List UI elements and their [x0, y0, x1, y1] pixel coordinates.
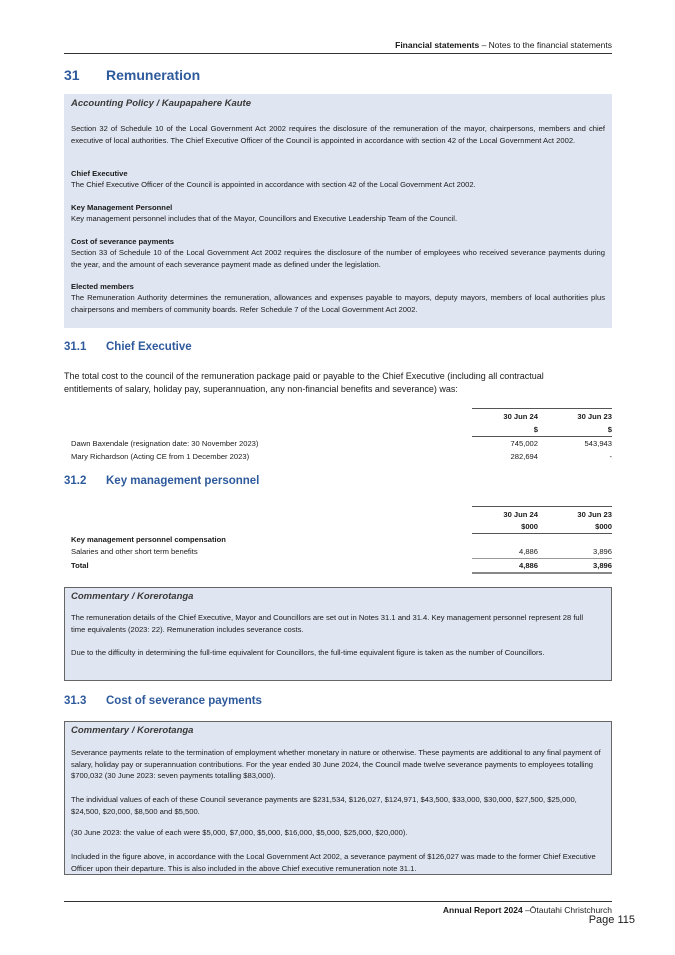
subsection-title: Chief Executive	[106, 341, 192, 353]
commentary-paragraph: Included in the figure above, in accordance with the Local Government Act 2002, a severance payment of $126,027 was made to the former Chief Executive Officer upon their departure. This is also included in the above Chief executive remuneration note 31.1.	[71, 852, 596, 873]
table-cell: 745,002	[510, 439, 538, 448]
commentary-paragraph: Due to the difficulty in determining the full-time equivalent for Councillors, the full-time equivalent figure is taken as the number of Councillors.	[71, 648, 545, 657]
policy-heading-ce: Chief Executive	[71, 169, 128, 178]
commentary-box	[64, 587, 612, 681]
page-number: Page 115	[588, 914, 635, 926]
table-row-label: Dawn Baxendale (resignation date: 30 November 2023)	[71, 439, 259, 448]
table-rule	[472, 533, 612, 534]
commentary-title: Commentary / Korerotanga	[71, 591, 194, 602]
subsection-title: Cost of severance payments	[106, 695, 262, 707]
table-cell: 3,896	[592, 547, 612, 556]
section-number: 31	[64, 67, 80, 83]
table-total-cell: 4,886	[518, 561, 538, 570]
table-cell: 543,943	[584, 439, 612, 448]
policy-intro: Section 32 of Schedule 10 of the Local Government Act 2002 requires the disclosure of the remuneration of the mayor, chairpersons, members and chief executive of local authorities. The Chief Executive Officer of the Council is appointed in accordance with section 42 of the Local Government Act 2002.	[71, 124, 605, 145]
policy-text-severance: Section 33 of Schedule 10 of the Local Government Act 2002 requires the disclosure of the number of employees who received severance payments during the year, and the amount of each severance payment made as defined under the legislation.	[71, 248, 605, 269]
column-header: 30 Jun 23	[577, 510, 612, 519]
table-cell: -	[609, 452, 612, 461]
subsection-heading-severance	[64, 695, 262, 707]
policy-text-elected: The Remuneration Authority determines the remuneration, allowances and expenses payable to mayors, deputy mayors, members of local authorities plus chairpersons and members of community boards. Refer Schedule 7 of the Local Government Act 2002.	[71, 293, 605, 314]
subsection-number: 31.2	[64, 475, 87, 487]
commentary-paragraph: The remuneration details of the Chief Executive, Mayor and Councillors are set out in Notes 31.1 and 31.4. Key management personnel represent 28 full time equivalents (2023: 22). Remuneration includes severance costs.	[71, 613, 584, 634]
section-heading	[64, 67, 200, 83]
policy-text-ce: The Chief Executive Officer of the Council is appointed in accordance with section 42 of the Local Government Act 2002.	[71, 180, 476, 189]
column-unit: $	[533, 425, 538, 434]
table-rule	[472, 408, 612, 409]
commentary-title: Commentary / Korerotanga	[71, 725, 194, 736]
table-row-label: Mary Richardson (Acting CE from 1 December 2023)	[71, 452, 250, 461]
commentary-paragraph: Severance payments relate to the termination of employment whether monetary in nature or otherwise. These payments are additional to any final payment of salary, holiday pay or superannuation contributions. For the year ended 30 June 2024, the Council made twelve severance payments to employees totalling $700,032 (30 June 2023: seven payments totalling $83,000).	[71, 748, 601, 780]
table-cell: 282,694	[510, 452, 538, 461]
commentary-paragraph: (30 June 2023: the value of each were $5,000, $7,000, $5,000, $16,000, $5,000, $25,000, $20,000).	[71, 828, 408, 837]
table-total-cell: 3,896	[592, 561, 612, 570]
column-unit: $	[607, 425, 612, 434]
running-footer	[443, 905, 612, 915]
table-rule	[472, 436, 612, 437]
footer-subtitle: –Ōtautahi Christchurch	[522, 905, 612, 915]
table-double-rule	[472, 572, 612, 574]
column-unit: $000	[521, 522, 538, 531]
ce-intro-text: The total cost to the council of the remuneration package paid or payable to the Chief Executive (including all contractual entitlements of salary, holiday pay, superannuation, any non-financial benefits and severance) was:	[64, 371, 544, 394]
section-title: Remuneration	[106, 67, 201, 83]
table-group-label: Key management personnel compensation	[71, 535, 226, 544]
table-rule	[472, 506, 612, 507]
table-row-label: Salaries and other short term benefits	[71, 547, 198, 556]
footer-rule	[64, 901, 612, 902]
column-header: 30 Jun 23	[577, 412, 612, 421]
table-rule	[472, 558, 612, 559]
severance-commentary-box	[64, 721, 612, 875]
column-header: 30 Jun 24	[503, 510, 538, 519]
subsection-heading-ce	[64, 341, 192, 353]
footer-title: Annual Report 2024	[442, 905, 523, 915]
policy-text-kmp: Key management personnel includes that of the Mayor, Councillors and Executive Leadership Team of the Council.	[71, 214, 458, 223]
policy-heading-elected: Elected members	[71, 282, 134, 291]
running-header	[64, 38, 612, 54]
column-unit: $000	[595, 522, 612, 531]
column-header: 30 Jun 24	[503, 412, 538, 421]
header-title: Financial statements	[395, 40, 480, 50]
subsection-number: 31.3	[64, 695, 87, 707]
table-cell: 4,886	[518, 547, 538, 556]
policy-heading-severance: Cost of severance payments	[71, 237, 174, 246]
subsection-title: Key management personnel	[106, 475, 260, 487]
table-total-label: Total	[71, 561, 89, 570]
policy-title: Accounting Policy / Kaupapahere Kaute	[71, 98, 252, 109]
policy-heading-kmp: Key Management Personnel	[71, 203, 173, 212]
commentary-paragraph: The individual values of each of these Council severance payments are $231,534, $126,027, $124,971, $43,500, $33,000, $30,000, $27,500, $25,000, $24,500, $20,000, $8,500 and $5,500.	[71, 795, 577, 816]
subsection-number: 31.1	[64, 341, 87, 353]
accounting-policy-box	[64, 94, 612, 328]
header-subtitle: – Notes to the financial statements	[479, 40, 612, 50]
subsection-heading-kmp	[64, 475, 259, 487]
